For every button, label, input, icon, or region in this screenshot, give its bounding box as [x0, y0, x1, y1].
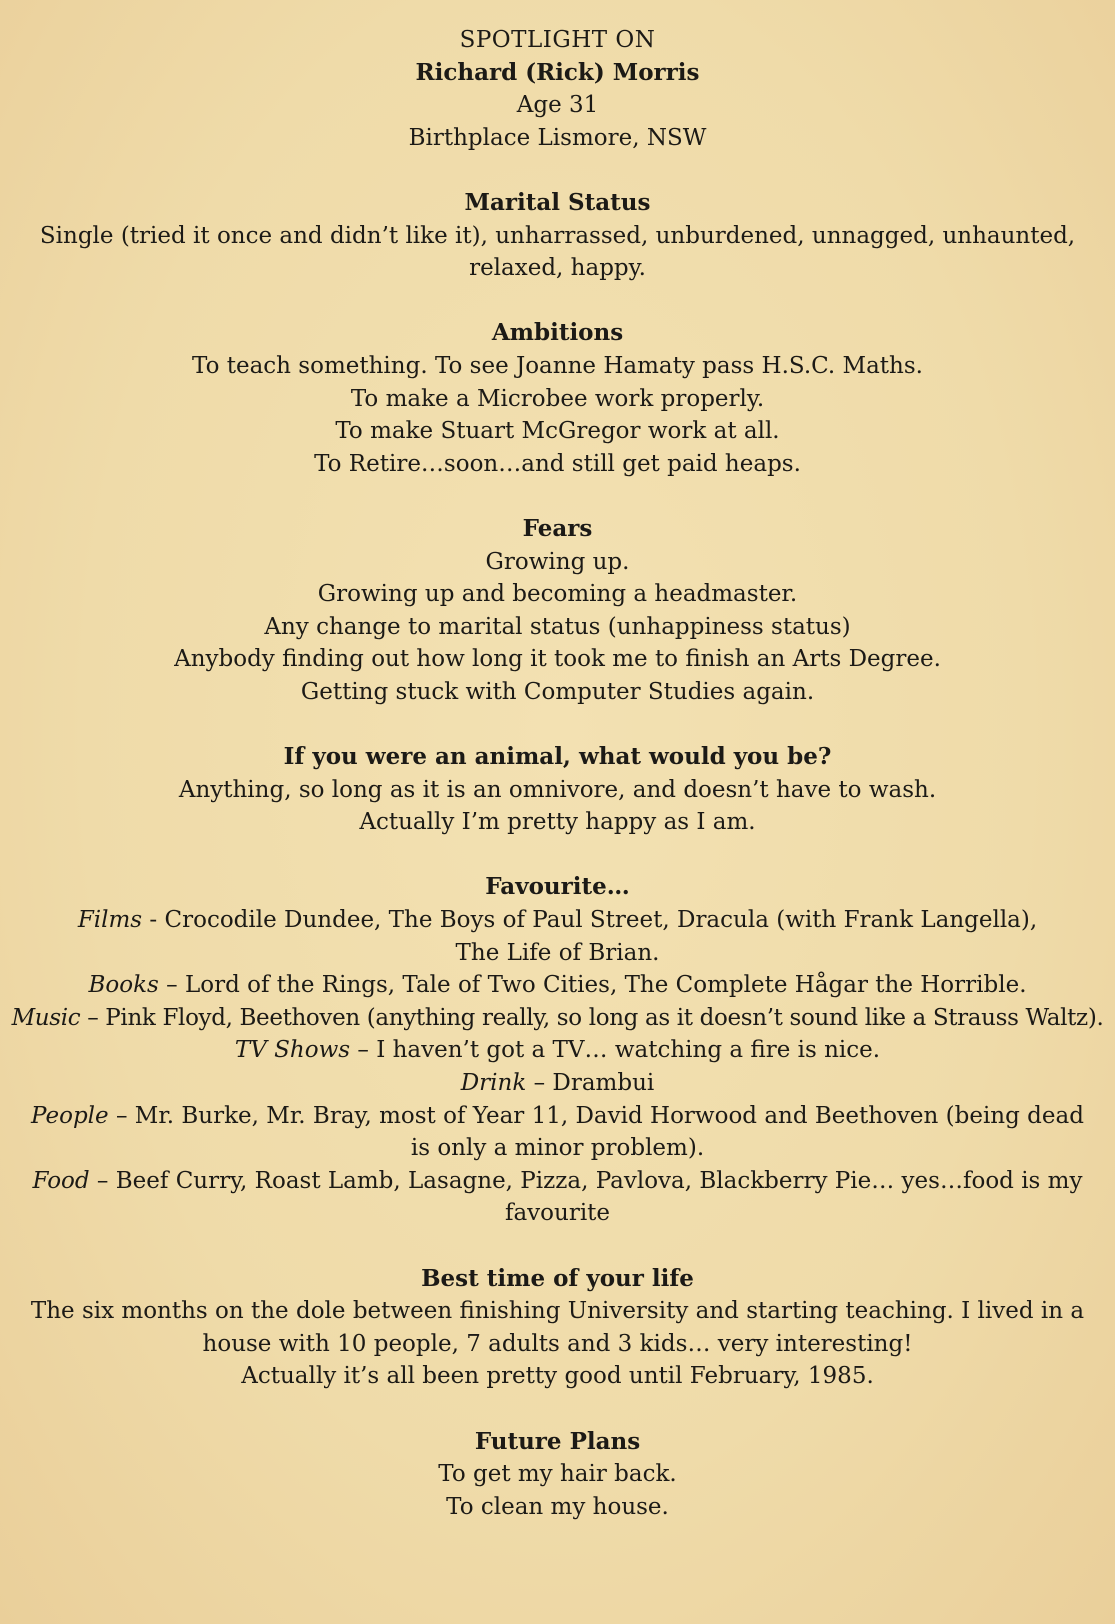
- favourite-tv: [10, 1034, 1105, 1067]
- best-time-line: The six months on the dole between finishing University and starting teaching. I lived in a: [30, 1298, 1085, 1325]
- spacer: [10, 1393, 1105, 1426]
- favourite-food: [10, 1165, 1105, 1198]
- animal-line: Anything, so long as it is an omnivore, and doesn’t have to wash.: [178, 776, 937, 803]
- films-text: - Crocodile Dundee, The Boys of Paul Street, Dracula (with Frank Langella),: [142, 907, 1038, 934]
- spacer: [10, 285, 1105, 318]
- books-text: – Lord of the Rings, Tale of Two Cities, The Complete Hågar the Horrible.: [158, 972, 1027, 999]
- food-label: Food: [32, 1167, 90, 1194]
- animal-heading: If you were an animal, what would you be?: [283, 743, 832, 771]
- profile-document: [10, 24, 1105, 1523]
- spotlight-title: SPOTLIGHT ON: [459, 27, 656, 53]
- animal-line: Actually I’m pretty happy as I am.: [359, 809, 756, 836]
- fears-line: Growing up.: [485, 548, 630, 575]
- spacer: [10, 708, 1105, 741]
- marital-heading: Marital Status: [464, 188, 651, 216]
- drink-label: Drink: [460, 1070, 527, 1096]
- favourite-drink: [10, 1067, 1105, 1100]
- music-label: Music: [11, 1004, 81, 1031]
- fears-line: Getting stuck with Computer Studies again.: [300, 678, 815, 705]
- spacer: [10, 480, 1105, 513]
- favourite-people: [10, 1100, 1105, 1133]
- drink-text: – Drambui: [526, 1070, 655, 1096]
- food-text: – Beef Curry, Roast Lamb, Lasagne, Pizza, Pavlova, Blackberry Pie… yes…food is my: [89, 1167, 1083, 1194]
- age-line: Age 31: [516, 92, 599, 119]
- birthplace-line: Birthplace Lismore, NSW: [408, 124, 707, 151]
- best-time-line: Actually it’s all been pretty good until February, 1985.: [241, 1363, 874, 1390]
- favourite-people-cont: is only a minor problem).: [410, 1135, 705, 1162]
- ambitions-line: To Retire…soon…and still get paid heaps.: [314, 450, 801, 477]
- ambitions-heading: Ambitions: [491, 319, 624, 347]
- tv-text: – I haven’t got a TV… watching a fire is nice.: [350, 1037, 881, 1064]
- people-text: – Mr. Burke, Mr. Bray, most of Year 11, David Horwood and Beethoven (being dead: [108, 1102, 1084, 1129]
- future-line: To clean my house.: [446, 1493, 669, 1520]
- books-label: Books: [88, 972, 159, 999]
- marital-line: relaxed, happy.: [469, 255, 646, 282]
- spacer: [10, 154, 1105, 187]
- marital-line: Single (tried it once and didn’t like it), unharrassed, unburdened, unnagged, unhaunted,: [39, 222, 1076, 249]
- ambitions-line: To make a Microbee work properly.: [350, 385, 765, 412]
- future-line: To get my hair back.: [438, 1461, 677, 1488]
- favourite-food-cont: favourite: [504, 1200, 611, 1227]
- spacer: [10, 1230, 1105, 1263]
- best-time-heading: Best time of your life: [421, 1264, 694, 1292]
- favourite-music: [10, 1002, 1105, 1035]
- person-name: Richard (Rick) Morris: [415, 58, 700, 86]
- people-label: People: [31, 1102, 109, 1129]
- spacer: [10, 839, 1105, 872]
- favourite-films-cont: The Life of Brian.: [455, 939, 660, 966]
- tv-label: TV Shows: [234, 1037, 351, 1064]
- ambitions-line: To make Stuart McGregor work at all.: [335, 418, 780, 445]
- best-time-line: house with 10 people, 7 adults and 3 kids… very interesting!: [202, 1330, 913, 1357]
- favourite-heading: Favourite…: [485, 873, 630, 901]
- future-heading: Future Plans: [474, 1427, 641, 1455]
- films-label: Films: [77, 907, 143, 934]
- ambitions-line: To teach something. To see Joanne Hamaty pass H.S.C. Maths.: [192, 352, 923, 379]
- fears-heading: Fears: [522, 514, 593, 542]
- fears-line: Any change to marital status (unhappiness status): [264, 613, 851, 640]
- music-text: – Pink Floyd, Beethoven (anything really, so long as it doesn’t sound like a Strauss Waltz).: [80, 1004, 1104, 1031]
- favourite-films: [10, 904, 1105, 937]
- fears-line: Anybody finding out how long it took me to finish an Arts Degree.: [174, 646, 941, 673]
- fears-line: Growing up and becoming a headmaster.: [317, 581, 798, 608]
- favourite-books: [10, 969, 1105, 1002]
